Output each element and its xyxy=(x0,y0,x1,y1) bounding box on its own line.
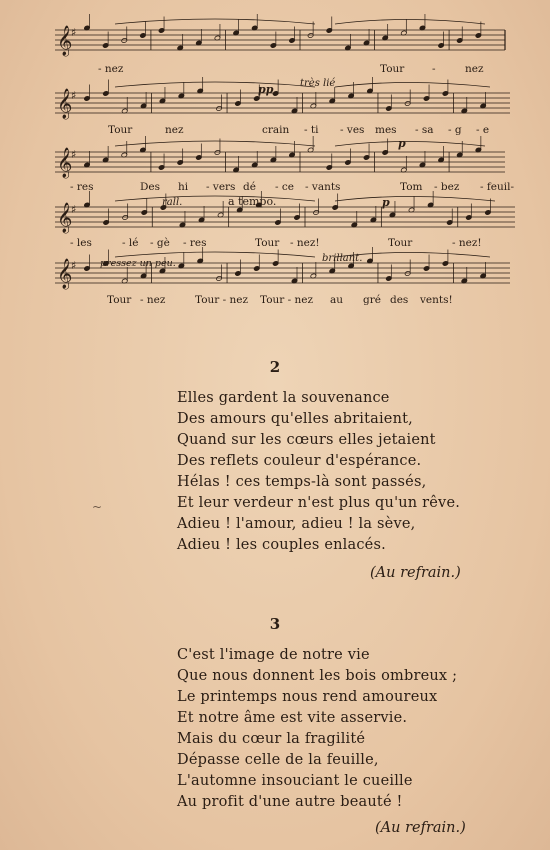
music-system xyxy=(55,136,514,193)
lyric-syllable: Tour xyxy=(380,63,405,75)
lyric-syllable: Tour xyxy=(107,294,132,306)
music-direction: rall. xyxy=(162,197,183,208)
lyric-syllable: Des xyxy=(140,181,161,193)
lyric-syllable: - bez xyxy=(434,181,460,193)
treble-clef-icon: 𝄞 xyxy=(57,26,73,56)
lyric-syllable: - e xyxy=(476,124,490,136)
lyric-syllable: - feuil- xyxy=(480,181,515,193)
lyric-syllable: dé xyxy=(243,181,256,193)
music-direction: p xyxy=(382,196,390,209)
verse-line: Hélas ! ces temps-là sont passés, xyxy=(177,474,427,490)
verse-line: C'est l'image de notre vie xyxy=(177,647,370,663)
verse-line: Elles gardent la souvenance xyxy=(177,390,390,406)
stanza-3-verse xyxy=(177,645,457,813)
lyric-syllable: Tour xyxy=(255,237,280,249)
lyric-syllable: - sa xyxy=(415,124,434,136)
lyric-syllable: - les xyxy=(70,237,92,249)
slur xyxy=(335,197,495,202)
lyric-syllable: - nez xyxy=(98,63,124,75)
lyric-syllable: - vants xyxy=(305,181,341,193)
lyric-syllable: hi xyxy=(178,181,189,193)
slur xyxy=(335,20,485,25)
music-system xyxy=(55,247,510,306)
treble-clef-icon: 𝄞 xyxy=(57,148,73,178)
lyric-syllable: - ce xyxy=(275,181,294,193)
verse-line: Et leur verdeur n'est plus qu'un rêve. xyxy=(177,495,461,511)
treble-clef-icon: 𝄞 xyxy=(57,89,73,119)
sharp-icon: ♯ xyxy=(71,259,77,272)
music-direction: pp xyxy=(258,83,274,96)
lyric-syllable: mes xyxy=(375,124,397,136)
music-system xyxy=(55,191,515,249)
music-direction: p xyxy=(398,137,406,150)
lyric-syllable: - g xyxy=(448,124,462,136)
refrain-note: (Au refrain.) xyxy=(375,820,466,836)
refrain-note: (Au refrain.) xyxy=(370,565,461,581)
lyric-syllable: - ves xyxy=(340,124,365,136)
verse-line: Des amours qu'elles abritaient, xyxy=(177,411,413,427)
lyric-syllable: vents! xyxy=(420,294,453,306)
verse-line: Adieu ! les couples enlacés. xyxy=(177,537,386,553)
music-direction: brillant. xyxy=(322,253,363,264)
music-system xyxy=(55,14,505,75)
stanza-number: 2 xyxy=(269,358,281,376)
music-direction: pressez un peu. xyxy=(100,258,176,269)
lyric-syllable: Tour - nez xyxy=(195,294,249,306)
sharp-icon: ♯ xyxy=(71,203,77,216)
lyric-syllable: - xyxy=(432,63,436,75)
lyric-syllable: crain xyxy=(262,124,290,136)
verse-line: Au profit d'une autre beauté ! xyxy=(177,794,403,810)
slur xyxy=(115,82,315,87)
lyric-syllable: Tour xyxy=(108,124,133,136)
lyric-syllable: Tour - nez xyxy=(260,294,314,306)
treble-clef-icon: 𝄞 xyxy=(57,259,73,289)
verse-line: Que nous donnent les bois ombreux ; xyxy=(177,668,458,684)
stanza-number: 3 xyxy=(269,615,281,633)
lyric-syllable: au xyxy=(330,294,344,306)
verse-line: Des reflets couleur d'espérance. xyxy=(177,453,422,469)
slur xyxy=(115,196,315,201)
lyric-syllable: - res xyxy=(70,181,94,193)
lyric-syllable: Tom xyxy=(400,181,423,193)
verse-line: Adieu ! l'amour, adieu ! la sève, xyxy=(177,516,416,532)
verse-line: Et notre âme est vite asservie. xyxy=(177,710,408,726)
music-direction: a tempo. xyxy=(228,195,277,208)
paper-mark: ~ xyxy=(92,500,103,514)
verse-line: Dépasse celle de la feuille, xyxy=(177,752,379,768)
stanza-2-verse xyxy=(177,388,460,556)
lyric-syllable: - vers xyxy=(206,181,236,193)
lyric-syllable: des xyxy=(390,294,409,306)
treble-clef-icon: 𝄞 xyxy=(57,203,73,233)
lyric-syllable: - nez! xyxy=(452,237,482,249)
lyric-syllable: Tour xyxy=(388,237,413,249)
verse-line: Le printemps nous rend amoureux xyxy=(177,689,438,705)
sharp-icon: ♯ xyxy=(71,148,77,161)
music-system xyxy=(55,77,510,136)
lyric-syllable: nez xyxy=(165,124,184,136)
slur xyxy=(115,252,315,257)
music-score xyxy=(0,0,550,320)
lyric-syllable: - lé xyxy=(122,237,139,249)
verse-line: Quand sur les cœurs elles jetaient xyxy=(177,432,436,448)
lyric-syllable: nez xyxy=(465,63,484,75)
lyric-syllable: - ti xyxy=(304,124,319,136)
lyric-syllable: - nez xyxy=(140,294,166,306)
slur xyxy=(335,83,490,88)
music-direction: très lié xyxy=(300,78,336,89)
verse-line: L'automne insouciant le cueille xyxy=(177,773,413,789)
verse-line: Mais du cœur la fragilité xyxy=(177,731,366,747)
sharp-icon: ♯ xyxy=(71,26,77,39)
lyric-syllable: - gè xyxy=(150,237,170,249)
lyric-syllable: gré xyxy=(363,294,381,306)
sharp-icon: ♯ xyxy=(71,89,77,102)
lyric-syllable: - res xyxy=(183,237,207,249)
slur xyxy=(115,19,315,24)
slur xyxy=(115,141,315,146)
lyric-syllable: - nez! xyxy=(290,237,320,249)
